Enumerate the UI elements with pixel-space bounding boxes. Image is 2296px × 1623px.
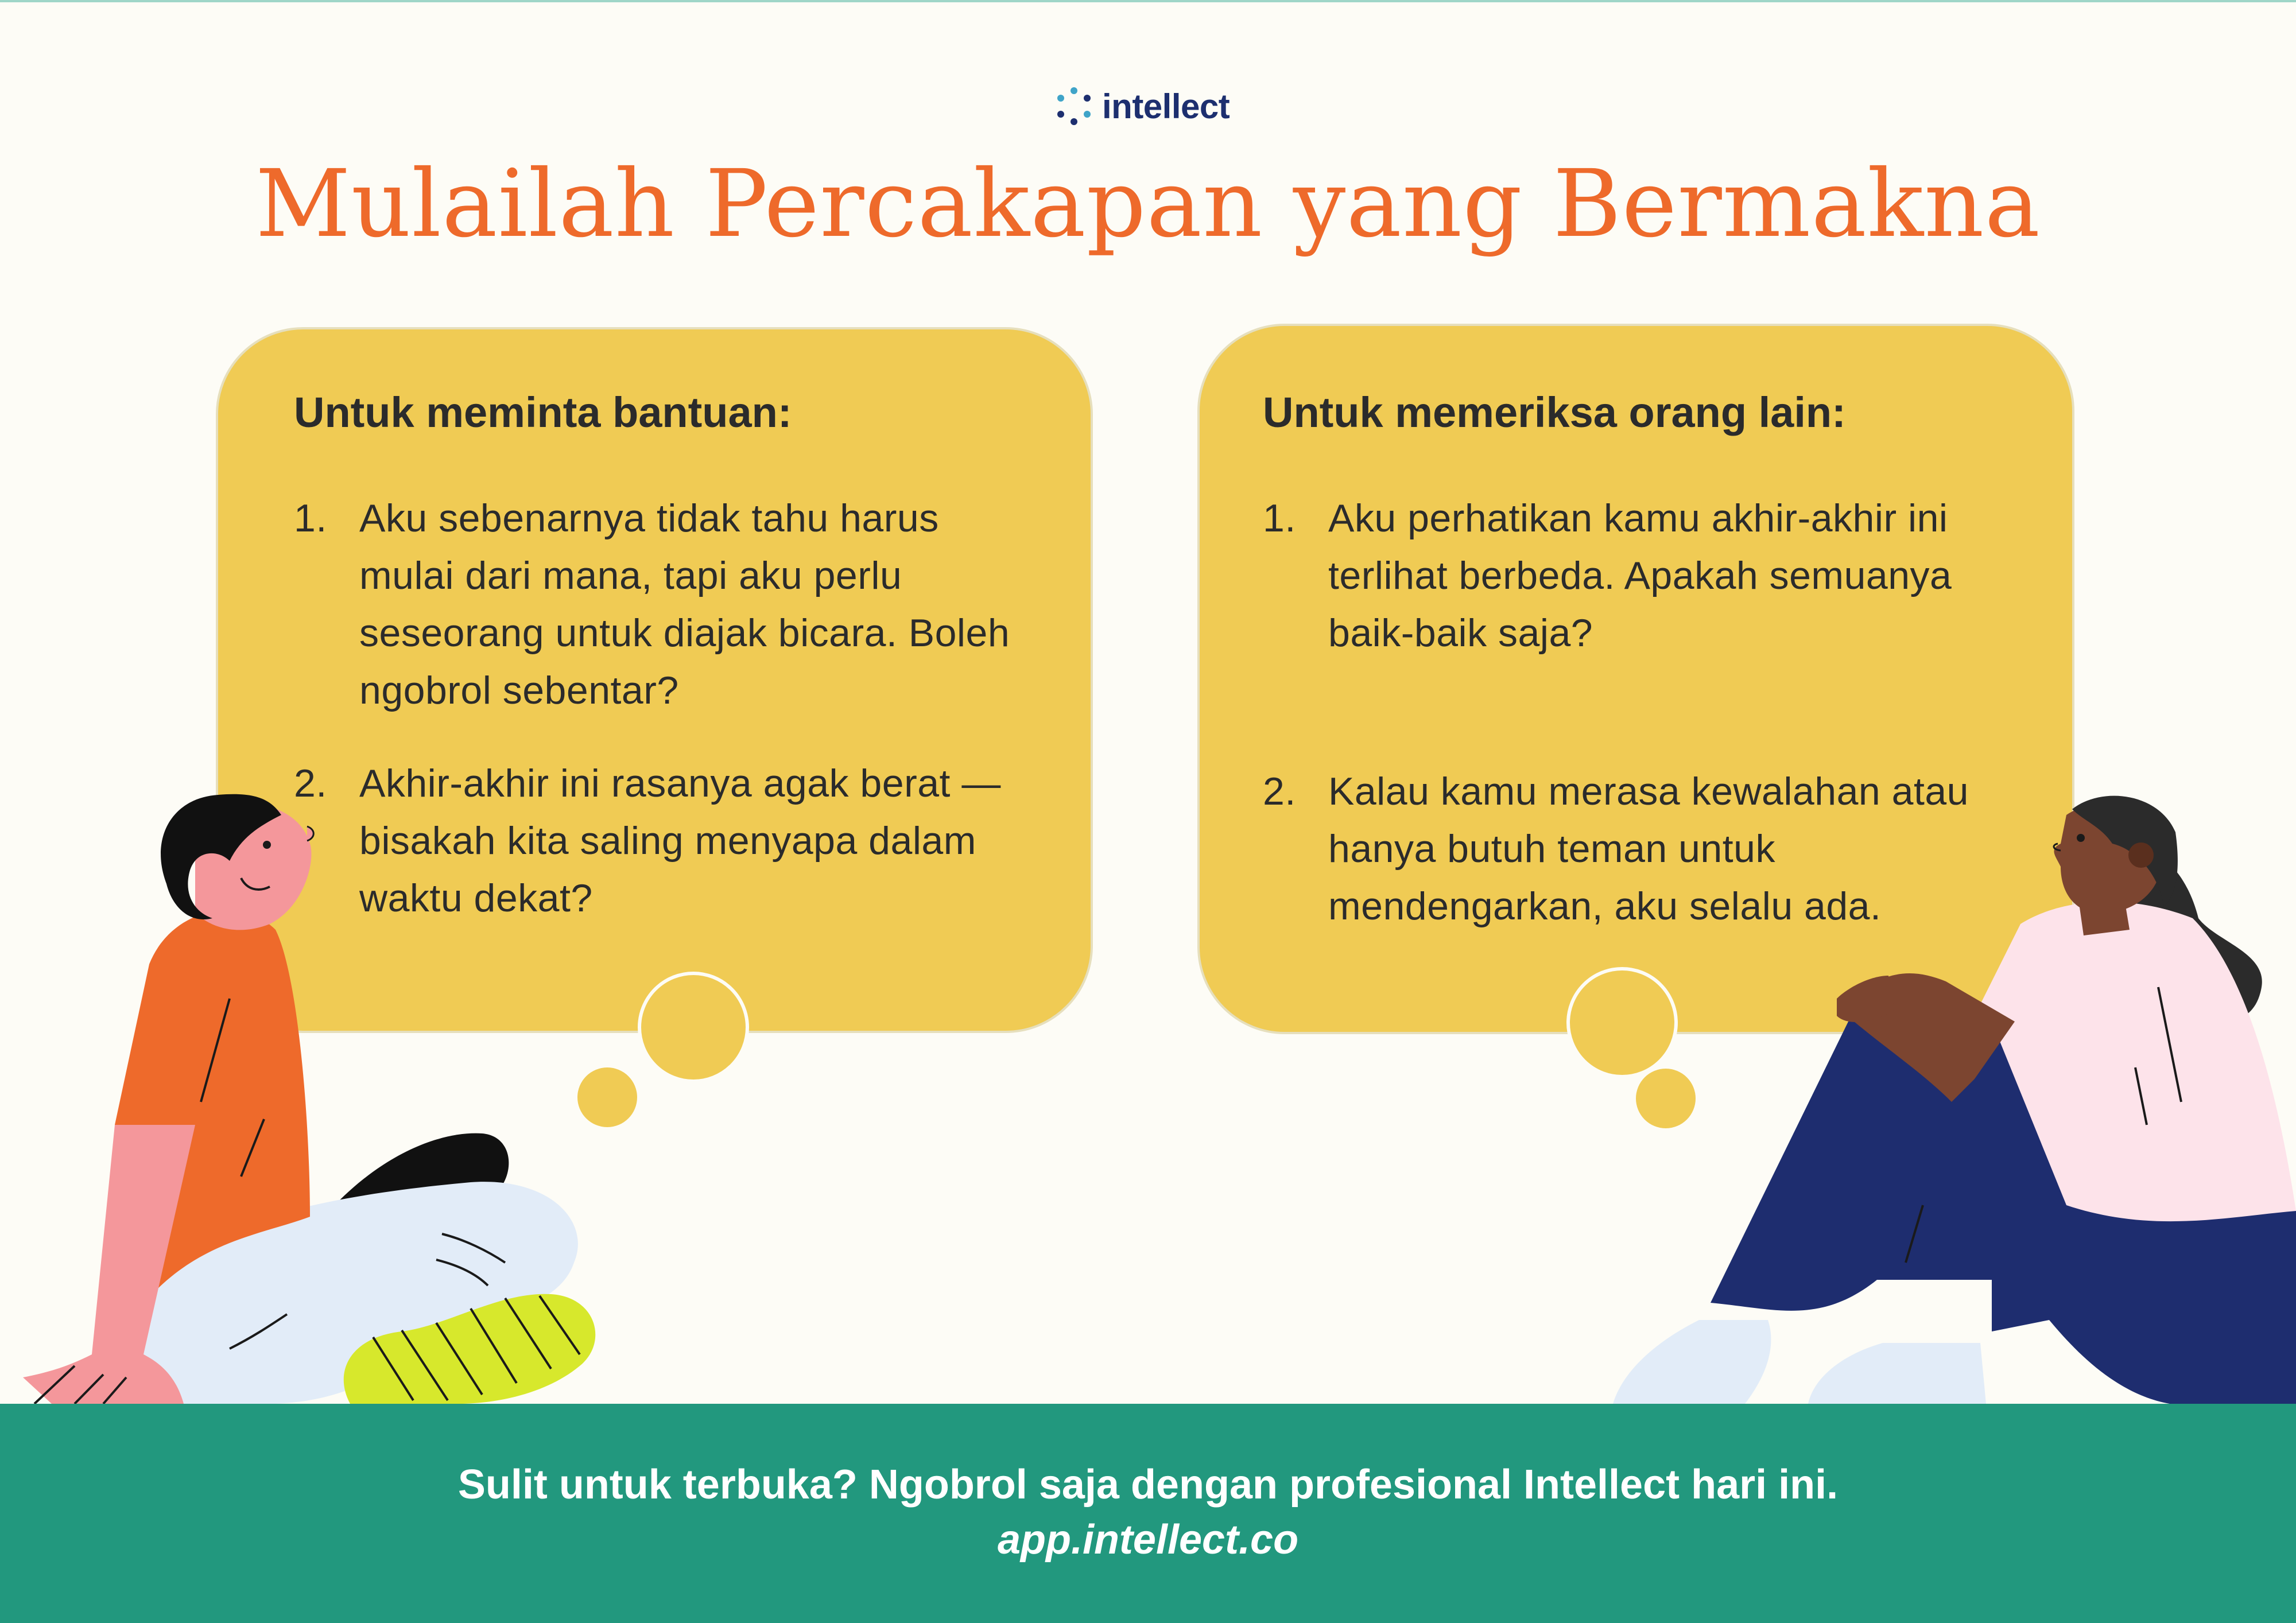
bubble-heading: Untuk memeriksa orang lain: (1263, 389, 1846, 436)
list-number: 1. (1263, 496, 1296, 540)
brand-name: intellect (1102, 87, 1230, 126)
list-text: Aku perhatikan kamu akhir-akhir ini terlihat berbeda. Apakah semuanya baik-baik saja? (1328, 496, 1952, 655)
list-number: 2. (294, 762, 327, 805)
page-title: Mulailah Percakapan yang Bermakna (255, 150, 2041, 258)
list-number: 1. (294, 496, 327, 540)
footer-url[interactable]: app.intellect.co (997, 1517, 1299, 1563)
list-text: Akhir-akhir ini rasanya agak berat — bisakah kita saling menyapa dalam waktu dekat? (359, 762, 1001, 920)
bubble-heading: Untuk meminta bantuan: (294, 389, 792, 436)
list-text: Aku sebenarnya tidak tahu harus mulai dari mana, tapi aku perlu seseorang untuk diajak bicara. Boleh ngobrol sebentar? (359, 496, 1010, 712)
footer-cta: Sulit untuk terbuka? Ngobrol saja dengan profesional Intellect hari ini. (457, 1462, 1839, 1508)
list-number: 2. (1263, 770, 1296, 813)
list-text: Kalau kamu merasa kewalahan atau hanya butuh teman untuk mendengarkan, aku selalu ada. (1328, 770, 1969, 928)
footer-banner (0, 1404, 2296, 1623)
